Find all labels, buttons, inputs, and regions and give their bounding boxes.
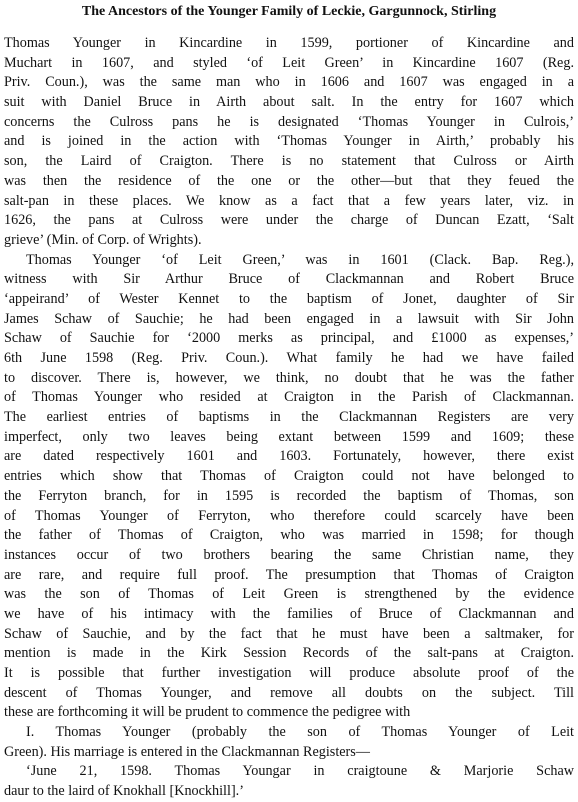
text-line: Green). His marriage is entered in the Clackmannan Registers— [4, 743, 370, 760]
text-line: entries which show that Thomas of Craigton could not have belonged to [4, 468, 574, 485]
text-line: of Thomas Younger of Ferryton, who therefore could scarcely have been [4, 507, 574, 524]
text-line: suit with Daniel Bruce in Airth about salt. In the entry for 1607 which [4, 94, 574, 111]
text-line: and is joined in the action with ‘Thomas Younger in Airth,’ probably his [4, 133, 574, 150]
text-line: Thomas Younger in Kincardine in 1599, portioner of Kincardine and [4, 35, 574, 51]
text-line: salt-pan in these places. We know as a fact that a few years later, viz. in [4, 192, 574, 209]
text-line: son, the Laird of Craigton. There is no statement that Culross or Airth [4, 153, 574, 170]
text-line: descent of Thomas Younger, and remove all doubts on the subject. Till [4, 684, 574, 701]
text-line: we have of his intimacy with the families of Bruce of Clackmannan and [4, 605, 574, 622]
text-line: James Schaw of Sauchie; he had been engaged in a lawsuit with Sir John [4, 310, 574, 327]
text-line: Muchart in 1607, and styled ‘of Leit Green’ in Kincardine 1607 (Reg. [4, 54, 574, 71]
text-line: concerns the Culross pans he is designated ‘Thomas Younger in Culrois,’ [4, 113, 574, 130]
text-line: daur to the laird of Knokhall [Knockhill].’ [4, 783, 244, 800]
text-line: the Ferryton branch, for in 1595 is recorded the baptism of Thomas, son [4, 487, 574, 504]
text-line: grieve’ (Min. of Corp. of Wrights). [4, 231, 202, 248]
text-line: It is possible that further investigation will produce absolute proof of the [4, 665, 574, 681]
text-line: 1626, the pans at Culross were under the charge of Duncan Ezatt, ‘Salt [4, 212, 574, 229]
text-line: the father of Thomas of Craigton, who was married in 1598; for though [4, 527, 574, 544]
text-line: ‘appeirand’ of Wester Kennet to the baptism of Jonet, daughter of Sir [4, 290, 574, 307]
text-line: The earliest entries of baptisms in the Clackmannan Registers are very [4, 409, 574, 426]
text-line: instances occur of two brothers bearing the same Christian name, they [4, 546, 574, 563]
text-line: witness with Sir Arthur Bruce of Clackmannan and Robert Bruce [4, 271, 574, 288]
text-line: Schaw of Sauchie, and by the fact that he must have been a saltmaker, for [4, 625, 574, 642]
text-line: was then the residence of the one or the other—but that they feued the [4, 172, 574, 189]
page-title: The Ancestors of the Younger Family of Leckie, Gargunnock, Stirling [81, 4, 497, 19]
text-line: to discover. There is, however, we think, no doubt that he was the father [4, 369, 574, 386]
text-line: mention is made in the Kirk Session Records of the salt-pans at Craigton. [4, 645, 574, 662]
text-line: Schaw of Sauchie for ‘2000 merks as principal, and £1000 as expenses,’ [4, 330, 574, 347]
text-line: I. Thomas Younger (probably the son of Thomas Younger of Leit [26, 724, 574, 741]
text-line: was the son of Thomas of Leit Green is strengthened by the evidence [4, 586, 574, 603]
text-line: these are forthcoming it will be prudent to commence the pedigree with [4, 704, 411, 721]
text-line: imperfect, only two leaves being extant between 1599 and 1609; these [4, 428, 574, 445]
text-line: Thomas Younger ‘of Leit Green,’ was in 1601 (Clack. Bap. Reg.), [26, 251, 574, 268]
text-line: 6th June 1598 (Reg. Priv. Coun.). What family he had we have failed [4, 350, 574, 366]
text-line: Priv. Coun.), was the same man who in 1606 and 1607 was engaged in a [4, 74, 574, 91]
body-text [4, 34, 574, 802]
text-line: are rare, and require full proof. The presumption that Thomas of Craigton [4, 566, 574, 583]
text-line: of Thomas Younger who resided at Craigton in the Parish of Clackmannan. [4, 389, 574, 406]
text-line: ‘June 21, 1598. Thomas Youngar in craigtoune & Marjorie Schaw [26, 763, 574, 780]
text-line: are dated respectively 1601 and 1603. Fortunately, however, there exist [4, 448, 574, 465]
